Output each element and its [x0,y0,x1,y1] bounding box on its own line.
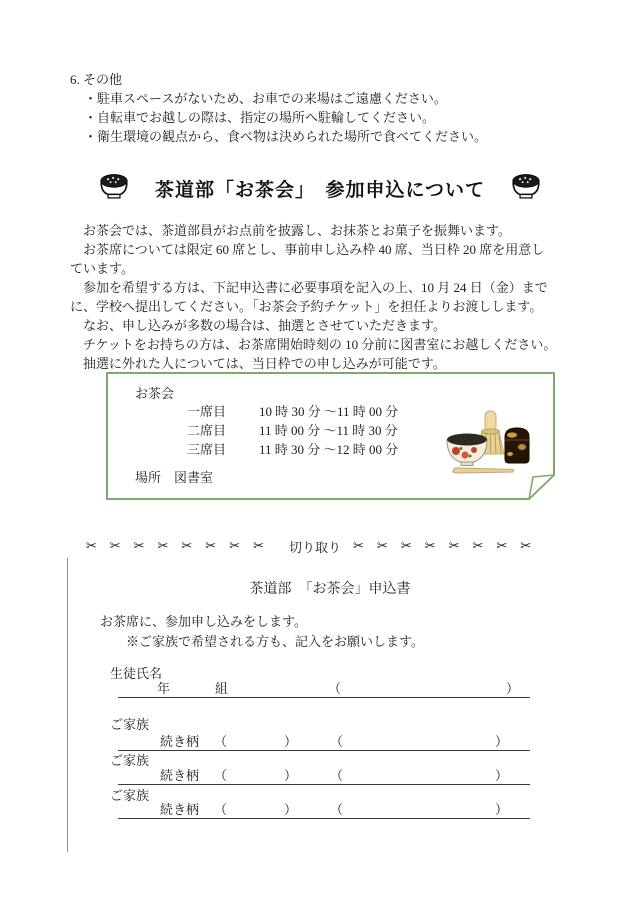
bullet-item: ・自転車でお越しの際は、指定の場所へ駐輪してください。 [84,110,436,125]
paren-open: （ [330,802,344,817]
page-title-row [0,172,640,205]
place-label: 場所 図書室 [135,470,214,485]
session-row [187,402,398,421]
body-line: お茶席については限定 60 席とし、事前申し込み枠 40 席、当日枠 20 席を用意し [70,242,545,257]
tea-bowl-icon [509,172,543,205]
body-line: ています。 [70,261,134,276]
page-title: 茶道部「お茶会」 参加申込について [154,180,486,201]
session-list [187,402,398,459]
relation-label: 続き柄 [160,768,200,783]
cut-line [60,537,570,556]
session-row [187,440,398,459]
paren-close: ） [284,768,298,783]
session-time: 10 時 30 分 ～11 時 00 分 [259,404,399,419]
session-label: 一席目 [187,404,227,419]
info-box [105,371,556,502]
body-line: チケットをお持ちの方は、お茶席開始時刻の 10 分前に図書室にお越しください。 [70,337,557,352]
cut-line-label: 切り取り [288,540,341,555]
scissors-icons: ✂✂✂✂✂✂✂✂ [353,539,545,554]
paren-close: ） [495,768,509,783]
class-label: 組 [215,681,229,696]
scissors-icons: ✂✂✂✂✂✂✂✂ [85,539,277,554]
form-intro: お茶席に、参加申し込みをします。 [100,614,307,629]
form-note: ※ご家族で希望される方も、記入をお願いします。 [126,634,424,649]
tea-bowl-icon [97,172,131,205]
paren-close: ） [495,802,509,817]
family-fill-line [118,801,530,819]
session-time: 11 時 30 分 ～12 時 00 分 [259,442,399,457]
session-label: 二席目 [187,423,227,438]
body-line: 抽選に外れた人については、当日枠での申し込みが可能です。 [70,356,446,371]
other-section-heading: 6. その他 [70,72,123,87]
paren-open: （ [330,734,344,749]
paren-close: ） [284,734,298,749]
form-left-rule [67,558,68,852]
year-label: 年 [157,681,171,696]
body-line: なお、申し込みが多数の場合は、抽選とさせていただきます。 [70,318,446,333]
relation-label: 続き柄 [160,734,200,749]
body-line: 参加を希望する方は、下記申込書に必要事項を記入の上、10 月 24 日（金）まで [70,280,548,295]
bullet-item: ・駐車スペースがないため、お車での来場はご遠慮ください。 [84,91,447,106]
paren-close: ） [495,734,509,749]
family-label: ご家族 [110,717,150,732]
session-time: 11 時 00 分 ～11 時 30 分 [259,423,398,438]
other-section-bullets [84,89,487,146]
paren-open: （ [330,768,344,783]
body-line: お茶会では、茶道部員がお点前を披露し、お抹茶とお菓子を振舞います。 [70,223,511,238]
session-row [187,421,398,440]
session-label: 三席目 [187,442,227,457]
student-name-label: 生徒氏名 [110,666,163,681]
body-line: に、学校へ提出してください。「お茶会予約チケット」を担任よりお渡しします。 [70,299,543,314]
relation-label: 続き柄 [160,802,200,817]
paren-open: （ [214,768,228,783]
family-fill-line [118,733,530,751]
family-label: ご家族 [110,788,150,803]
family-fill-line [118,767,530,785]
form-title: 茶道部 「お茶会」申込書 [249,582,411,597]
student-fill-line [118,680,530,698]
paren-close: ） [284,802,298,817]
info-box-heading: お茶会 [135,386,175,401]
paren-open: （ [328,681,342,696]
body-paragraphs [70,221,590,373]
paren-close: ） [506,681,520,696]
paren-open: （ [214,802,228,817]
paren-open: （ [214,734,228,749]
bullet-item: ・衛生環境の観点から、食べ物は決められた場所で食べてください。 [84,129,488,144]
family-label: ご家族 [110,753,150,768]
tea-ceremony-set-illustration [441,409,541,486]
